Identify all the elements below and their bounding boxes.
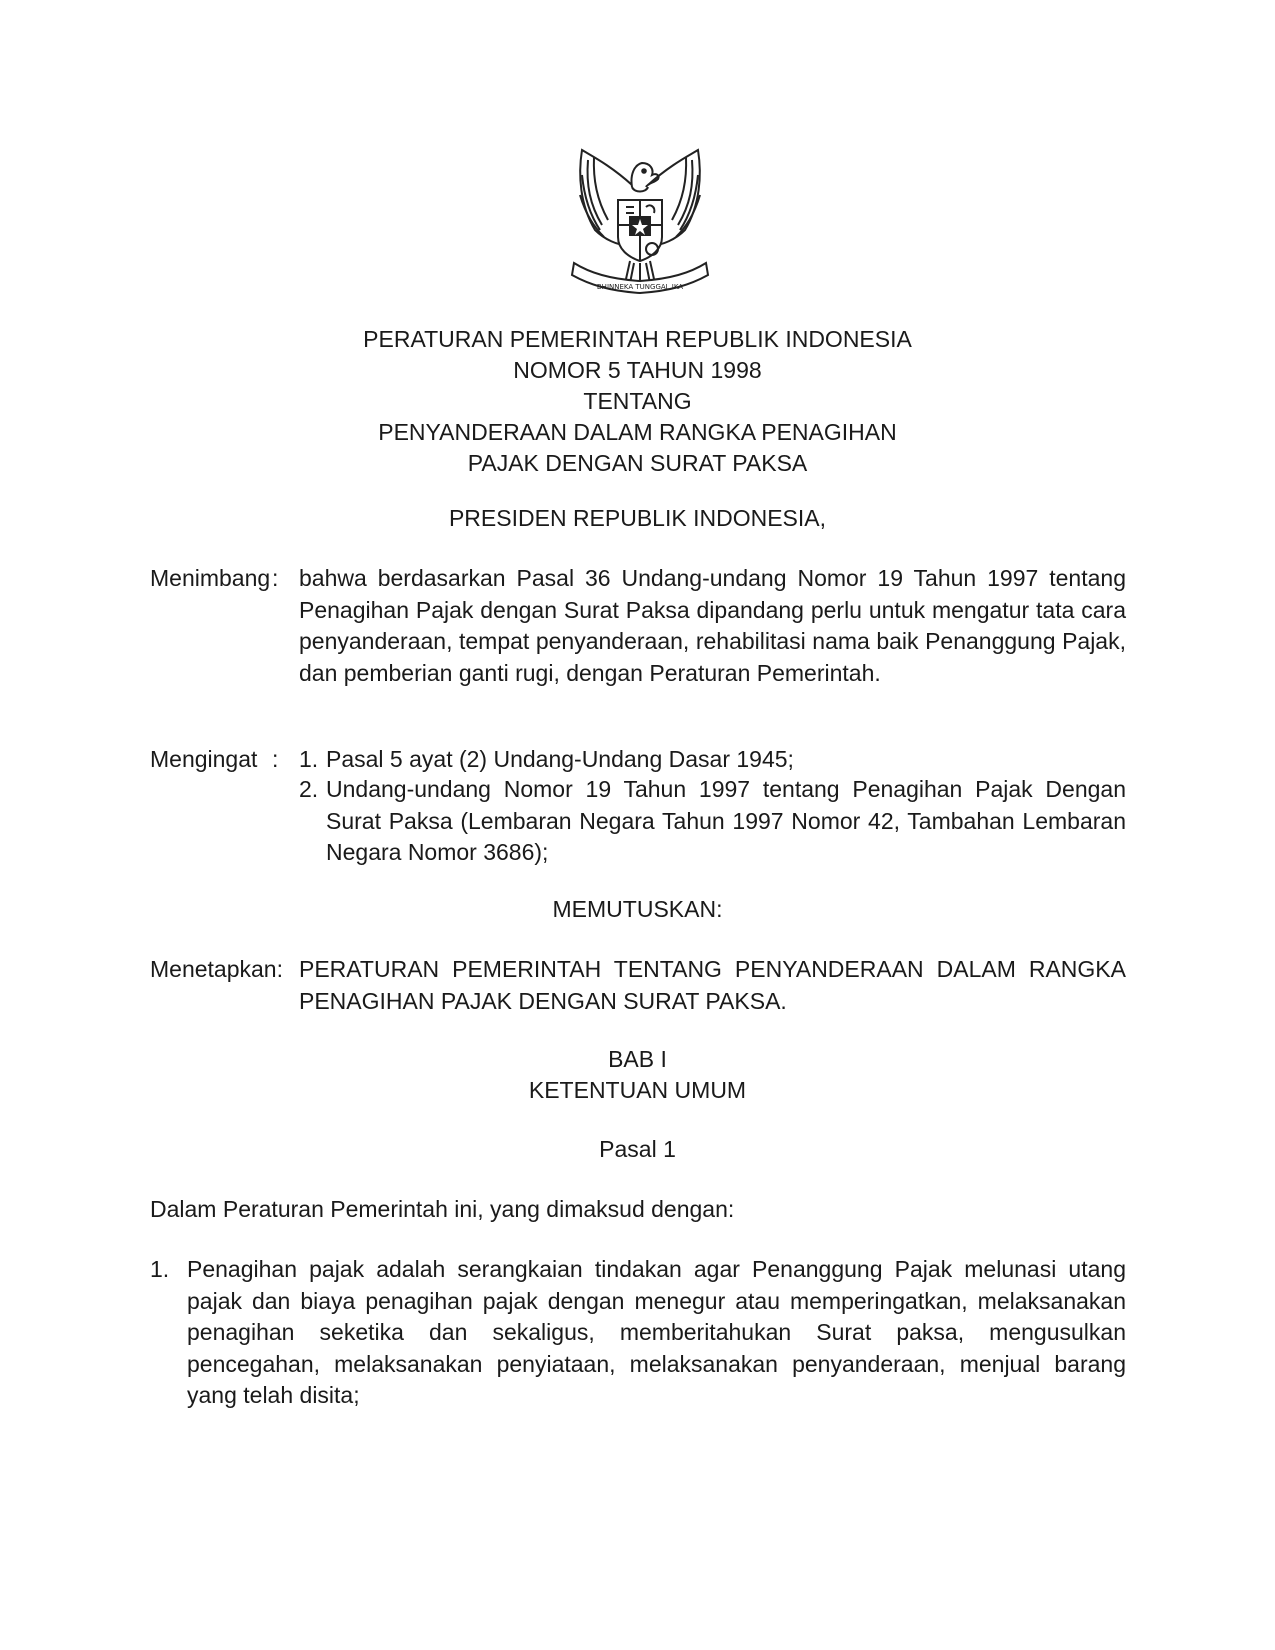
definition-item: Penagihan pajak adalah serangkaian tindakan agar Penanggung Pajak melunasi utang pajak dan biaya penagihan pajak dengan menegur atau memperingatkan, melaksanakan penagihan seketika dan sekaligus, memberitahukan Surat paksa, mengusulkan pencegahan, melaksanakan penyiataan, melaksanakan penyanderaan, menjual barang yang telah disita; — [187, 1256, 1126, 1408]
menimbang-colon: : — [272, 565, 279, 591]
mengingat-item: Undang-undang Nomor 19 Tahun 1997 tentang Penagihan Pajak Dengan Surat Paksa (Lembaran Negara Tahun 1997 Nomor 42, Tambahan Lembaran Negara Nomor 3686); — [326, 776, 1126, 865]
mengingat-colon: : — [272, 746, 279, 772]
svg-text:BHINNEKA TUNGGAL IKA: BHINNEKA TUNGGAL IKA — [596, 283, 684, 291]
title-line-4: PENYANDERAAN DALAM RANGKA PENAGIHAN — [378, 419, 897, 445]
menetapkan-text: PERATURAN PEMERINTAH TENTANG PENYANDERAAN DALAM RANGKA PENAGIHAN PAJAK DENGAN SURAT PAKSA. — [299, 956, 1126, 1014]
menetapkan-label: Menetapkan: — [150, 956, 283, 982]
title-line-5: PAJAK DENGAN SURAT PAKSA — [467, 450, 808, 476]
title-line-3: TENTANG — [583, 388, 692, 414]
chapter-number: BAB I — [608, 1046, 667, 1072]
menimbang-label: Menimbang — [150, 565, 271, 591]
mengingat-label: Mengingat — [150, 746, 258, 772]
definition-number: 1. — [150, 1256, 170, 1282]
chapter-heading — [150, 1044, 1125, 1106]
president-heading: PRESIDEN REPUBLIK INDONESIA, — [448, 505, 827, 531]
title-line-2: NOMOR 5 TAHUN 1998 — [513, 357, 762, 383]
menimbang-text: bahwa berdasarkan Pasal 36 Undang-undang Nomor 19 Tahun 1997 tentang Penagihan Pajak dengan Surat Paksa dipandang perlu untuk mengatur tata cara penyanderaan, tempat penyanderaan, rehabilitasi nama baik Penanggung Pajak, dan pemberian ganti rugi, dengan Peraturan Pemerintah. — [299, 565, 1126, 686]
mengingat-item-number: 2. — [299, 776, 319, 802]
memutuskan-heading: MEMUTUSKAN: — [552, 896, 723, 922]
document-title — [150, 324, 1125, 479]
chapter-title: KETENTUAN UMUM — [528, 1077, 747, 1103]
mengingat-item: Pasal 5 ayat (2) Undang-Undang Dasar 1945; — [326, 746, 794, 772]
garuda-pancasila-emblem-icon — [560, 145, 720, 305]
title-line-1: PERATURAN PEMERINTAH REPUBLIK INDONESIA — [363, 326, 912, 352]
definitions-intro: Dalam Peraturan Pemerintah ini, yang dimaksud dengan: — [150, 1196, 735, 1222]
article-heading: Pasal 1 — [599, 1136, 676, 1162]
mengingat-item-number: 1. — [299, 746, 319, 772]
